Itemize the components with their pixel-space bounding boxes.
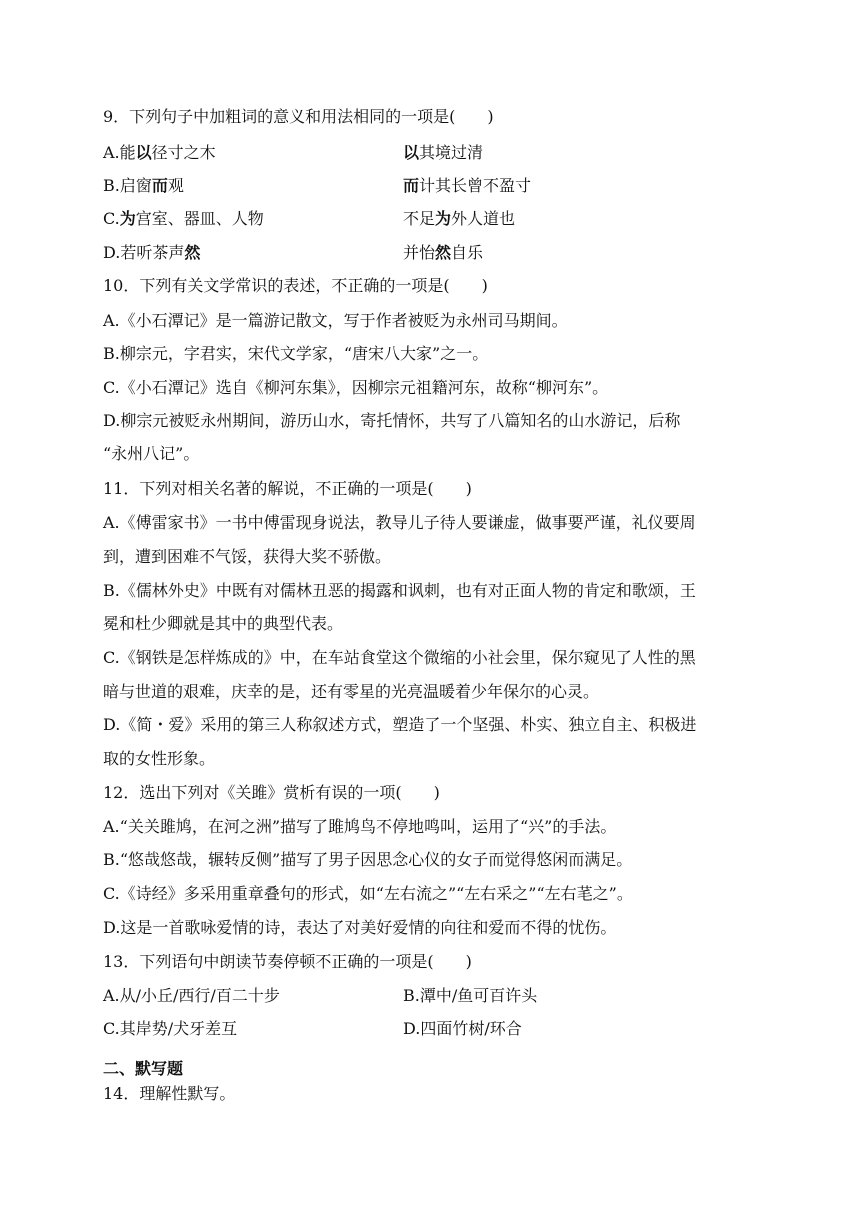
question-10-line: B.柳宗元，字君实，宋代文学家，“唐宋八大家”之一。 <box>103 344 489 363</box>
question-9-option-a <box>103 140 763 164</box>
question-10-line: C.《小石潭记》选自《柳河东集》，因柳宗元祖籍河东，故称“柳河东”。 <box>103 378 609 397</box>
question-11-stem: 11．下列对相关名著的解说，不正确的一项是( ) <box>103 479 472 498</box>
question-11-line: 冕和杜少卿就是其中的典型代表。 <box>103 614 344 633</box>
question-9-option-c <box>103 206 763 230</box>
option-left: A.能以径寸之木 <box>103 143 216 162</box>
question-13-options-ab <box>103 983 763 1007</box>
option-left: D.若听茶声然 <box>103 243 201 262</box>
question-11-line: 暗与世道的艰难，庆幸的是，还有零星的光亮温暖着少年保尔的心灵。 <box>103 682 600 701</box>
option-right: 并怡然自乐 <box>403 243 484 262</box>
option-d: D.四面竹树/环合 <box>403 1019 522 1038</box>
question-12-line: D.这是一首歌咏爱情的诗，表达了对美好爱情的向往和爱而不得的忧伤。 <box>103 918 617 937</box>
question-12-line: B.“悠哉悠哉，辗转反侧”描写了男子因思念心仪的女子而觉得悠闲而满足。 <box>103 850 633 869</box>
option-b: B.潭中/鱼可百许头 <box>403 986 538 1005</box>
option-left: C.为宫室、器皿、人物 <box>103 209 264 228</box>
question-10-line: D.柳宗元被贬永州期间，游历山水，寄托情怀，共写了八篇知名的山水游记，后称 <box>103 411 681 430</box>
question-10-line: “永州八记”。 <box>103 444 200 463</box>
question-12-line: A.“关关雎鸠，在河之洲”描写了雎鸠鸟不停地鸣叫，运用了“兴”的手法。 <box>103 817 617 836</box>
question-11-line: A.《傅雷家书》一书中傅雷现身说法，教导儿子待人要谦虚，做事要严谨，礼仪要周 <box>103 513 696 532</box>
option-left: B.启窗而观 <box>103 176 184 195</box>
option-right: 以其境过清 <box>403 143 484 162</box>
question-13-stem: 13．下列语句中朗读节奏停顿不正确的一项是( ) <box>103 952 472 971</box>
section-heading: 二、默写题 <box>103 1059 184 1078</box>
option-a: A.从/小丘/西行/百二十步 <box>103 986 280 1005</box>
question-10-line: A.《小石潭记》是一篇游记散文，写于作者被贬为永州司马期间。 <box>103 311 568 330</box>
question-13-options-cd <box>103 1016 763 1040</box>
question-14-stem: 14．理解性默写。 <box>103 1084 236 1103</box>
question-11-line: 取的女性形象。 <box>103 749 216 768</box>
question-9-stem: 9．下列句子中加粗词的意义和用法相同的一项是( ) <box>103 107 494 126</box>
question-11-line: D.《简・爱》采用的第三人称叙述方式，塑造了一个坚强、朴实、独立自主、积极进 <box>103 715 697 734</box>
question-9-option-d <box>103 240 763 264</box>
option-right: 而计其长曾不盈寸 <box>403 176 532 195</box>
option-c: C.其岸势/犬牙差互 <box>103 1019 238 1038</box>
question-12-stem: 12．选出下列对《关雎》赏析有误的一项( ) <box>103 783 440 802</box>
question-11-line: 到，遭到困难不气馁，获得大奖不骄傲。 <box>103 547 392 566</box>
question-11-line: B.《儒林外史》中既有对儒林丑恶的揭露和讽刺，也有对正面人物的肯定和歌颂，王 <box>103 581 696 600</box>
question-11-line: C.《钢铁是怎样炼成的》中，在车站食堂这个微缩的小社会里，保尔窥见了人性的黑 <box>103 648 696 667</box>
question-12-line: C.《诗经》多采用重章叠句的形式，如“左右流之”“左右采之”“左右芼之”。 <box>103 884 633 903</box>
option-right: 不足为外人道也 <box>403 209 516 228</box>
question-10-stem: 10．下列有关文学常识的表述，不正确的一项是( ) <box>103 276 488 295</box>
question-9-option-b <box>103 173 763 197</box>
